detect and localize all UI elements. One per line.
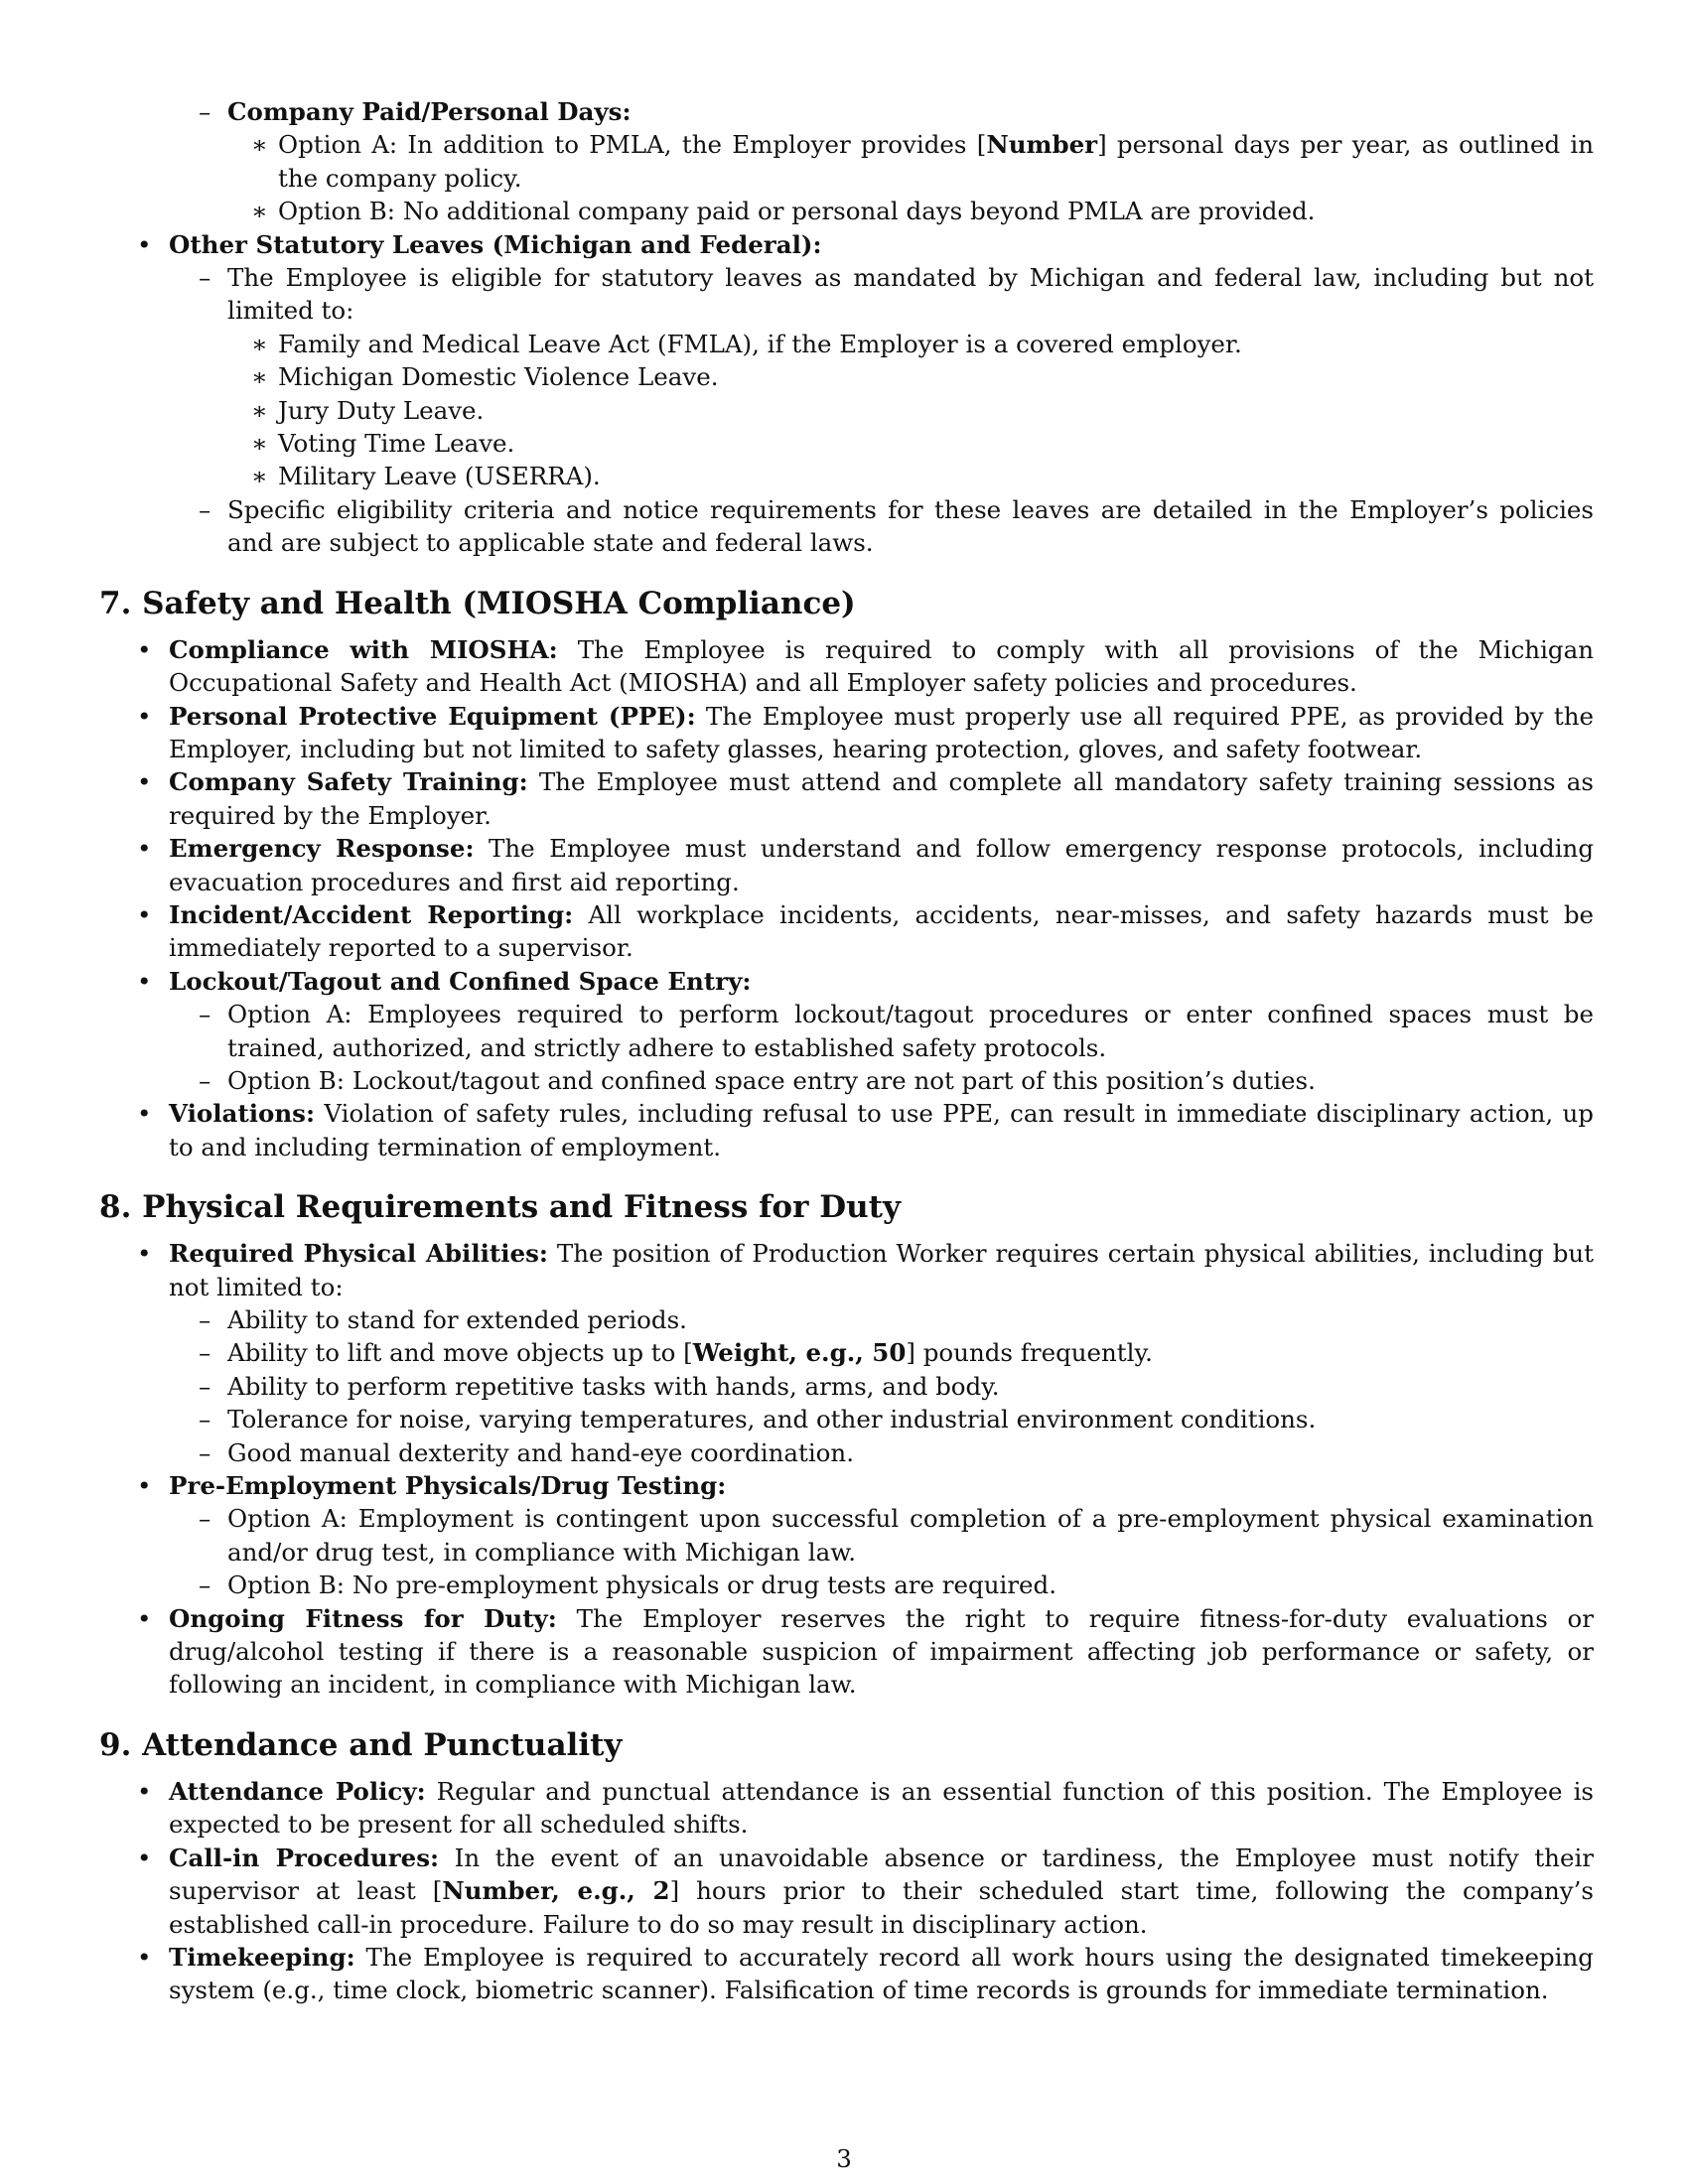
list-item: • Attendance Policy: Regular and punctual attendance is an essential function of this position. The Employee is expected to be present for all scheduled shifts.	[99, 1775, 1594, 1842]
list-item: ∗ Military Leave (USERRA).	[227, 460, 1594, 492]
list-item: – The Employee is eligible for statutory leaves as mandated by Michigan and federal law, including but not limited to: ∗ Family and Medical Leave Act (FMLA), if the Employer is a covered employer. ∗ Michigan Domestic Violence Leave. ∗ Jury Duty Leave. ∗ Voting Time Leave. ∗ Military Leave (USERRA).	[169, 261, 1594, 493]
placeholder-weight: Weight, e.g., 50	[692, 1338, 907, 1368]
list-item: • Emergency Response: The Employee must understand and follow emergency response protocols, including evacuation procedures and first aid reporting.	[99, 832, 1594, 898]
page-number: 3	[836, 2144, 852, 2173]
list-item: – Option B: Lockout/tagout and confined space entry are not part of this position’s duties.	[169, 1064, 1594, 1097]
list-item: • Call-in Procedures: In the event of an unavoidable absence or tardiness, the Employee must notify their supervisor at least [Number, e.g., 2] hours prior to their scheduled start time, following the company’s established call-in procedure. Failure to do so may result in disciplinary action.	[99, 1842, 1594, 1941]
section-9-list	[99, 1775, 1594, 2007]
list-item: • Ongoing Fitness for Duty: The Employer reserves the right to require fitness-for-duty evaluations or drug/alcohol testing if there is a reasonable suspicion of impairment affecting job performance or safety, or following an incident, in compliance with Michigan law.	[99, 1602, 1594, 1702]
section-8-list	[99, 1237, 1594, 1702]
list-item: • Company Safety Training: The Employee must attend and complete all mandatory safety training sessions as required by the Employer.	[99, 765, 1594, 832]
list-item: – Option B: No pre-employment physicals or drug tests are required.	[169, 1569, 1594, 1601]
list-item: ∗ Michigan Domestic Violence Leave.	[227, 360, 1594, 393]
list-item: – Option A: Employment is contingent upon successful completion of a pre-employment physical examination and/or drug test, in compliance with Michigan law.	[169, 1502, 1594, 1569]
section-9-heading: 9. Attendance and Punctuality	[99, 1726, 623, 1763]
document-page	[99, 95, 1594, 2007]
list-item: – Ability to perform repetitive tasks with hands, arms, and body.	[169, 1370, 1594, 1403]
abilities-list	[169, 1303, 1594, 1469]
list-item: • Incident/Accident Reporting: All workplace incidents, accidents, near-misses, and safety hazards must be immediately reported to a supervisor.	[99, 898, 1594, 965]
list-item: ∗ Family and Medical Leave Act (FMLA), if the Employer is a covered employer.	[227, 328, 1594, 360]
list-item: • Pre-Employment Physicals/Drug Testing: – Option A: Employment is contingent upon successful completion of a pre-employment physical examination and/or drug test, in compliance with Michigan law. – Option B: No pre-employment physicals or drug tests are required.	[99, 1469, 1594, 1602]
section-8-heading: 8. Physical Requirements and Fitness for Duty	[99, 1189, 901, 1226]
list-item: • Required Physical Abilities: The position of Production Worker requires certain physical abilities, including but not limited to: – Ability to stand for extended periods. – Ability to lift and move objects up to [Weight, e.g., 50] pounds frequently. – Ability to perform repetitive tasks with hands, arms, and body. – Tolerance for noise, varying temperatures, and other industrial environment conditions. – Good manual dexterity and hand-eye coordination.	[99, 1237, 1594, 1469]
statutory-leaves-list	[99, 228, 1594, 560]
list-item	[99, 228, 1594, 560]
list-item: – Specific eligibility criteria and notice requirements for these leaves are detailed in the Employer’s policies and are subject to applicable state and federal laws.	[169, 493, 1594, 560]
list-item: ∗ Jury Duty Leave.	[227, 394, 1594, 427]
list-item: – Tolerance for noise, varying temperatures, and other industrial environment conditions.	[169, 1403, 1594, 1435]
list-item: • Timekeeping: The Employee is required to accurately record all work hours using the designated timekeeping system (e.g., time clock, biometric scanner). Falsification of time records is grounds for immediate termination.	[99, 1941, 1594, 2007]
list-item: ∗ Option A: In addition to PMLA, the Employer provides [Number] personal days per year, as outlined in the company policy.	[227, 128, 1594, 195]
placeholder-hours: Number, e.g., 2	[442, 1876, 670, 1906]
list-item: • Personal Protective Equipment (PPE): The Employee must properly use all required PPE, as provided by the Employer, including but not limited to safety glasses, hearing protection, gloves, and safety footwear.	[99, 700, 1594, 766]
statutory-items	[227, 328, 1594, 493]
list-item: • Compliance with MIOSHA: The Employee is required to comply with all provisions of the Michigan Occupational Safety and Health Act (MIOSHA) and all Employer safety policies and procedures.	[99, 633, 1594, 700]
section-7-list	[99, 633, 1594, 1164]
list-item: • Violations: Violation of safety rules, including refusal to use PPE, can result in immediate disciplinary action, up to and including termination of employment.	[99, 1097, 1594, 1163]
list-item: – Option A: Employees required to perform lockout/tagout procedures or enter confined spaces must be trained, authorized, and strictly adhere to established safety protocols.	[169, 998, 1594, 1064]
lockout-label: Lockout/Tagout and Confined Space Entry:	[169, 966, 752, 996]
placeholder-number: Number	[986, 130, 1098, 160]
section-7-heading: 7. Safety and Health (MIOSHA Compliance)	[99, 585, 856, 621]
list-item: – Ability to lift and move objects up to [Weight, e.g., 50] pounds frequently.	[169, 1336, 1594, 1369]
list-item	[99, 95, 1594, 228]
list-item: ∗ Voting Time Leave.	[227, 427, 1594, 460]
company-paid-list	[99, 95, 1594, 228]
list-item	[99, 965, 1594, 1098]
list-item: ∗ Option B: No additional company paid or personal days beyond PMLA are provided.	[227, 195, 1594, 227]
company-paid-label: Company Paid/Personal Days:	[227, 97, 632, 126]
list-item: – Good manual dexterity and hand-eye coordination.	[169, 1436, 1594, 1469]
list-item: – Ability to stand for extended periods.	[169, 1303, 1594, 1336]
statutory-label: Other Statutory Leaves (Michigan and Federal):	[169, 229, 822, 259]
company-paid-options	[227, 128, 1594, 227]
